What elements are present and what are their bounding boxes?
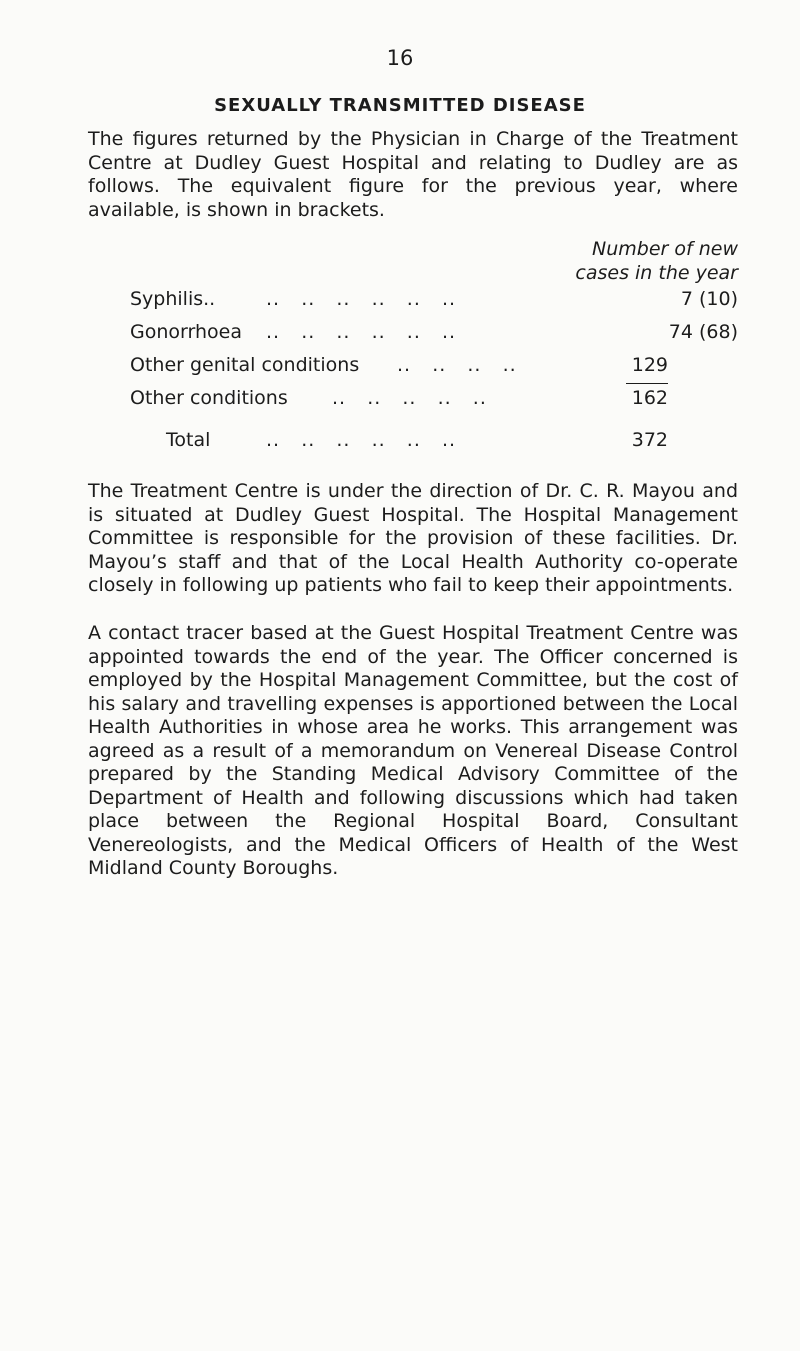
section-heading: SEXUALLY TRANSMITTED DISEASE [214,95,586,116]
row-value: 74 (68) [668,321,738,343]
table-row-syphilis [130,287,738,317]
table-row-other-genital [130,353,738,383]
row-value: 162 [631,387,668,409]
table-row-other-conditions [130,386,738,416]
column-header-line-1: Number of new [592,238,738,260]
row-label: Other conditions [130,387,288,409]
table-row-gonorrhoea [130,320,738,350]
leader-dots: .. .. .. .. .. .. [266,288,457,310]
table-row-total [130,428,738,458]
page-number: 16 [386,46,414,70]
row-label: Total [166,429,211,451]
row-label: Gonorrhoea [130,321,242,343]
leader-dots: .. .. .. .. [397,354,517,376]
leader-dots: .. .. .. .. .. .. [266,429,457,451]
row-label: Syphilis.. [130,288,216,310]
column-header-line-2: cases in the year [575,261,738,284]
leader-dots: .. .. .. .. .. .. [266,321,457,343]
table-column-header [480,238,738,285]
intro-paragraph: The figures returned by the Physician in Charge of the Treatment Centre at Dudley Guest Hospital and relating to Dudley are as follows. The equivalent figure for the previous year, where available, is shown in brackets. [88,128,738,221]
row-value: 372 [631,429,668,451]
treatment-centre-paragraph: The Treatment Centre is under the direction of Dr. C. R. Mayou and is situated at Dudley Guest Hospital. The Hospital Management Committee is responsible for the provision of these facilities. Dr. Mayou’s staff and that of the Local Health Authority co-operate closely in following up patients who fail to keep their appointments. [88,480,738,596]
row-value: 129 [631,354,668,376]
leader-dots: .. .. .. .. .. [332,387,487,409]
row-value: 7 (10) [680,288,738,310]
contact-tracer-paragraph: A contact tracer based at the Guest Hospital Treatment Centre was appointed towards the end of the year. The Officer concerned is employed by the Hospital Management Committee, but the cost of his salary and travelling expenses is apportioned between the Local Health Authorities in whose area he works. This arrangement was agreed as a result of a memorandum on Venereal Disease Control prepared by the Standing Medical Advisory Committee of the Department of Health and following discussions which had taken place between the Regional Hospital Board, Consultant Venereologists, and the Medical Officers of Health of the West Midland County Boroughs. [88,622,738,879]
total-divider [626,383,668,384]
row-label: Other genital conditions [130,354,360,376]
